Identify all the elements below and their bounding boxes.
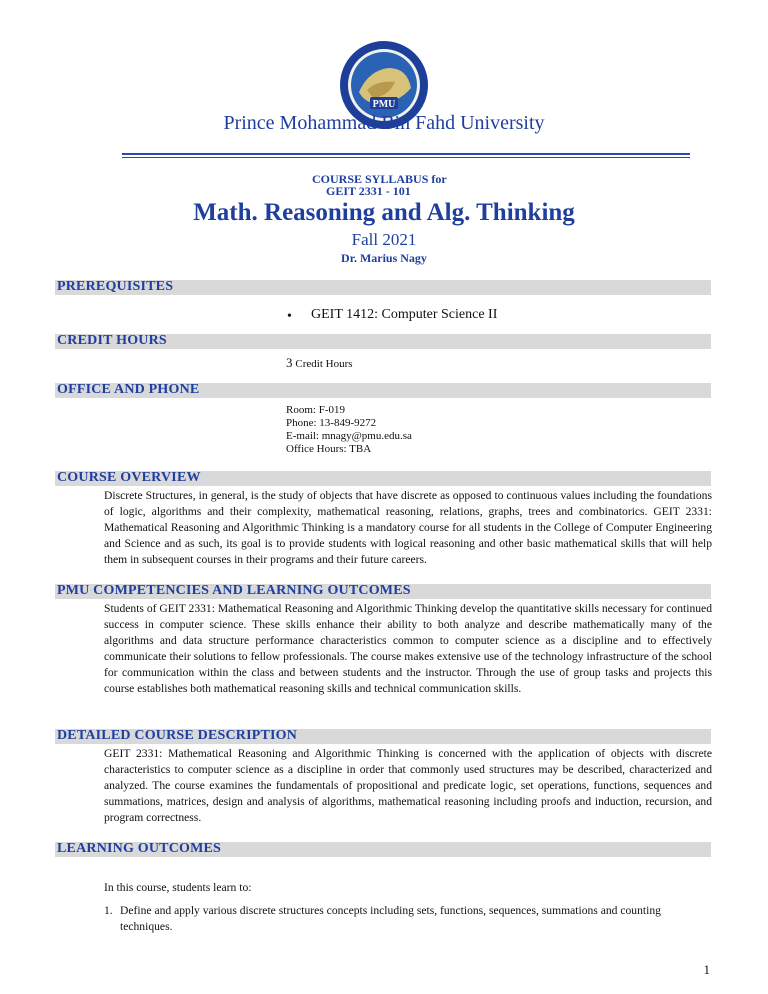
section-bar-competencies: [55, 584, 711, 599]
office-email[interactable]: E-mail: mnagy@pmu.edu.sa: [286, 430, 412, 442]
section-bar-overview: [55, 471, 711, 486]
credit-hours-label: Credit Hours: [295, 358, 353, 370]
course-code: GEIT 2331 - 101: [326, 184, 411, 198]
section-bar-prerequisites: [55, 280, 711, 295]
section-bar-description: [55, 729, 711, 744]
course-term: Fall 2021: [351, 230, 417, 249]
prerequisite-item: GEIT 1412: Computer Science II: [311, 307, 498, 322]
competencies-paragraph: Students of GEIT 2331: Mathematical Reasoning and Algorithmic Thinking develop the quantitative skills necessary for continued success in computer science. These skills enhance their ability to both analyze and describe mathematically many of the algorithms and data structure performance characteristics common to computer science as a discipline and to effectively communicate their solutions to fellow professionals. The course makes extensive use of the technology infrastructure of the school for communication within the class and between students and the instructor. Through the use of group tasks and projects this course establishes both mathematical reasoning skills and technical communication skills.: [104, 602, 712, 695]
section-heading-outcomes: LEARNING OUTCOMES: [57, 841, 222, 856]
header-rule-thick: [122, 153, 690, 155]
overview-paragraph: Discrete Structures, in general, is the study of objects that have discrete as opposed to continuous values including the foundations of logic, algorithms and their complexity, mathematical reasoning, relations, graphs, trees and combinatorics. GEIT 2331: Mathematical Reasoning and Algorithmic Thinking is a mandatory course for all students in the College of Computer Engineering and Science and as such, its goal is to provide students with logical reasoning and other basic mathematical skills that will help them in subsequent courses in their programs and their future careers.: [104, 489, 712, 566]
syllabus-label: COURSE SYLLABUS for: [312, 172, 447, 186]
header-rule-thin: [122, 157, 690, 158]
section-bar-office: [55, 383, 711, 398]
section-heading-competencies: PMU COMPETENCIES AND LEARNING OUTCOMES: [57, 583, 411, 598]
section-bar-credit-hours: [55, 334, 711, 349]
logo-text: PMU: [372, 99, 396, 110]
credit-hours-value: [286, 355, 353, 372]
section-heading-office: OFFICE AND PHONE: [57, 382, 200, 397]
course-title: Math. Reasoning and Alg. Thinking: [193, 199, 575, 226]
office-room: Room: F-019: [286, 404, 345, 416]
office-phone: Phone: 13-849-9272: [286, 417, 377, 429]
outcome-item-1: Define and apply various discrete structures concepts including sets, functions, sequences, summations and counting techniques.: [120, 904, 661, 933]
outcomes-intro: In this course, students learn to:: [104, 881, 252, 894]
section-heading-credit-hours: CREDIT HOURS: [57, 333, 167, 348]
outcome-number-1: 1.: [104, 904, 113, 917]
credit-hours-number: 3: [286, 355, 293, 370]
bullet-icon: •: [287, 309, 292, 324]
instructor-name: Dr. Marius Nagy: [341, 251, 427, 265]
university-name: Prince Mohammad Bin Fahd University: [223, 112, 545, 134]
page-number: 1: [703, 962, 710, 977]
description-paragraph: GEIT 2331: Mathematical Reasoning and Algorithmic Thinking is concerned with the application of objects with discrete characteristics to computer science as a discipline in order that commonly used structures may be described, characterized and analyzed. The course examines the fundamentals of propositional and predicate logic, set operations, functions, sequences and summations, matrices, design and analysis of algorithms, mathematical reasoning including proofs and induction, recursion, and program correctness.: [104, 747, 712, 824]
section-bar-outcomes: [55, 842, 711, 857]
section-heading-prerequisites: PREREQUISITES: [57, 279, 174, 294]
section-heading-overview: COURSE OVERVIEW: [57, 470, 201, 485]
section-heading-description: DETAILED COURSE DESCRIPTION: [57, 728, 298, 743]
office-hours: Office Hours: TBA: [286, 443, 372, 455]
